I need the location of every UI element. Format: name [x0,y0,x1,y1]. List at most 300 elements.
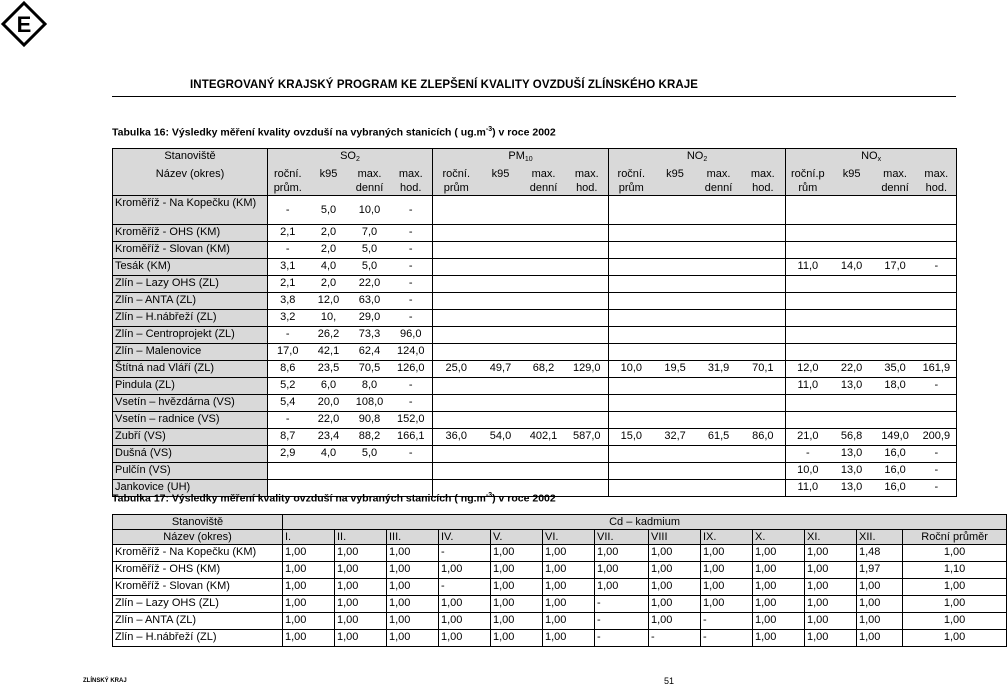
col-header: k95 [654,167,697,196]
value-cell: 13,0 [830,480,874,497]
value-cell: 1,00 [753,613,805,630]
value-cell: 49,7 [480,361,522,378]
value-cell [566,446,609,463]
value-cell: 1,00 [857,579,903,596]
value-cell: - [390,310,433,327]
value-cell [917,344,957,361]
value-cell [741,446,786,463]
value-cell: 70,5 [350,361,390,378]
value-cell: - [917,463,957,480]
station-name-cell: Kroměříž - OHS (KM) [113,225,268,242]
value-cell: 1,00 [903,545,1007,562]
value-cell: - [595,613,649,630]
value-cell: 1,00 [439,596,491,613]
value-cell: 11,0 [786,378,830,395]
station-header: Stanoviště [113,515,283,530]
value-cell: - [917,446,957,463]
value-cell: 1,00 [439,613,491,630]
value-cell [522,327,566,344]
table-row [113,361,957,378]
col-header: III. [387,530,439,545]
value-cell: 8,6 [268,361,308,378]
value-cell: 96,0 [390,327,433,344]
value-cell: 1,00 [543,596,595,613]
value-cell [433,344,480,361]
name-header: Název (okres) [113,167,268,196]
value-cell: 90,8 [350,412,390,429]
value-cell [874,327,917,344]
value-cell [654,378,697,395]
value-cell [433,412,480,429]
value-cell: 1,00 [903,630,1007,647]
value-cell [917,276,957,293]
value-cell [741,293,786,310]
value-cell: 124,0 [390,344,433,361]
value-cell [654,395,697,412]
value-cell: - [786,446,830,463]
value-cell: 587,0 [566,429,609,446]
value-cell: 12,0 [308,293,350,310]
value-cell: 1,00 [491,562,543,579]
value-cell: 1,00 [805,613,857,630]
value-cell: 1,00 [805,562,857,579]
value-cell [522,310,566,327]
value-cell [697,259,741,276]
value-cell: 1,00 [701,579,753,596]
table17-column-header-row [113,530,1007,545]
col-header: max. denní [874,167,917,196]
value-cell [874,412,917,429]
value-cell [917,412,957,429]
value-cell [522,463,566,480]
value-cell [609,344,654,361]
value-cell [830,395,874,412]
value-cell: 42,1 [308,344,350,361]
value-cell: 1,00 [283,596,335,613]
value-cell [654,446,697,463]
value-cell: 1,00 [805,630,857,647]
group-header-pm10: $PM_{10}$ [433,149,609,168]
value-cell [786,196,830,225]
value-cell: 152,0 [390,412,433,429]
value-cell: 1,00 [753,545,805,562]
value-cell [566,395,609,412]
table-row [113,395,957,412]
value-cell: 1,00 [543,579,595,596]
value-cell [522,446,566,463]
value-cell [697,344,741,361]
col-header: VIII [649,530,701,545]
value-cell [433,293,480,310]
value-cell: 1,00 [753,579,805,596]
value-cell [741,327,786,344]
value-cell [830,310,874,327]
station-header: Stanoviště [113,149,268,168]
value-cell [917,327,957,344]
value-cell: 5,0 [308,196,350,225]
value-cell: - [390,395,433,412]
value-cell [390,463,433,480]
value-cell [697,310,741,327]
value-cell: 1,00 [491,613,543,630]
col-header: IV. [439,530,491,545]
value-cell: - [917,378,957,395]
value-cell: 22,0 [350,276,390,293]
value-cell: 29,0 [350,310,390,327]
logo-letter: E [16,12,32,37]
value-cell [566,276,609,293]
value-cell [654,463,697,480]
value-cell: - [917,259,957,276]
value-cell: 1,00 [335,630,387,647]
value-cell: 13,0 [830,463,874,480]
value-cell: 1,00 [805,579,857,596]
value-cell [308,463,350,480]
col-header: max. hod. [390,167,433,196]
value-cell [433,378,480,395]
value-cell: 14,0 [830,259,874,276]
col-header: max. hod. [566,167,609,196]
value-cell: 1,00 [491,545,543,562]
value-cell: 32,7 [654,429,697,446]
value-cell [654,259,697,276]
value-cell: 1,00 [857,613,903,630]
value-cell: 1,97 [857,562,903,579]
value-cell: 7,0 [350,225,390,242]
station-name-cell: Tesák (KM) [113,259,268,276]
value-cell [609,242,654,259]
value-cell [830,327,874,344]
value-cell: 2,0 [308,242,350,259]
table17-group-header-row [113,515,1007,530]
value-cell: 8,0 [350,378,390,395]
value-cell: 3,8 [268,293,308,310]
value-cell: 17,0 [268,344,308,361]
value-cell: 70,1 [741,361,786,378]
value-cell [480,310,522,327]
value-cell [654,225,697,242]
value-cell [566,293,609,310]
station-name-cell: Pulčín (VS) [113,463,268,480]
value-cell [609,446,654,463]
value-cell [522,412,566,429]
table-row [113,344,957,361]
group-header-nox: $NO_x$ [786,149,957,168]
value-cell [697,293,741,310]
value-cell [609,463,654,480]
value-cell [522,276,566,293]
value-cell [480,395,522,412]
table-row [113,293,957,310]
table-row [113,327,957,344]
value-cell: 1,00 [753,596,805,613]
value-cell: 21,0 [786,429,830,446]
value-cell [609,395,654,412]
col-header: max. denní [350,167,390,196]
value-cell: 1,00 [439,630,491,647]
value-cell: 61,5 [697,429,741,446]
value-cell: 1,00 [701,545,753,562]
value-cell [786,412,830,429]
value-cell: 1,00 [649,545,701,562]
value-cell: 1,00 [595,545,649,562]
value-cell [480,412,522,429]
value-cell [786,395,830,412]
value-cell: 2,1 [268,276,308,293]
value-cell [874,293,917,310]
value-cell [697,395,741,412]
value-cell: - [390,378,433,395]
value-cell: 1,00 [387,630,439,647]
table-row [113,378,957,395]
value-cell [433,196,480,225]
col-header: IX. [701,530,753,545]
value-cell [741,463,786,480]
value-cell [480,196,522,225]
value-cell: 1,00 [857,596,903,613]
table-row [113,446,957,463]
value-cell [741,310,786,327]
value-cell: 1,00 [543,545,595,562]
col-header: V. [491,530,543,545]
col-header: roční. prům [433,167,480,196]
value-cell [609,196,654,225]
value-cell: 12,0 [786,361,830,378]
header-divider [112,96,956,97]
value-cell [480,276,522,293]
value-cell: 2,0 [308,225,350,242]
table17-body [113,545,1007,647]
value-cell [480,242,522,259]
value-cell: 1,10 [903,562,1007,579]
value-cell [697,446,741,463]
value-cell: 1,00 [439,562,491,579]
value-cell: 1,00 [387,562,439,579]
value-cell [433,259,480,276]
col-header: roční.p rům [786,167,830,196]
value-cell [654,242,697,259]
value-cell [697,463,741,480]
value-cell: 129,0 [566,361,609,378]
value-cell: 3,1 [268,259,308,276]
value-cell: 5,4 [268,395,308,412]
value-cell: - [390,276,433,293]
table-row [113,630,1007,647]
value-cell [654,480,697,497]
value-cell: 2,0 [308,276,350,293]
value-cell [830,196,874,225]
value-cell [786,344,830,361]
value-cell: - [595,630,649,647]
value-cell [741,242,786,259]
value-cell: 26,2 [308,327,350,344]
value-cell [566,463,609,480]
value-cell [566,225,609,242]
value-cell: 1,00 [283,579,335,596]
value-cell: 1,00 [335,596,387,613]
value-cell [433,463,480,480]
value-cell: 5,0 [350,259,390,276]
value-cell: 1,00 [649,613,701,630]
value-cell: 200,9 [917,429,957,446]
value-cell [874,310,917,327]
value-cell: 1,00 [543,613,595,630]
value-cell: 13,0 [830,378,874,395]
value-cell [609,293,654,310]
table-row [113,463,957,480]
value-cell [741,276,786,293]
value-cell [566,310,609,327]
value-cell: 73,3 [350,327,390,344]
col-header: VII. [595,530,649,545]
value-cell [654,293,697,310]
value-cell [480,446,522,463]
table-row [113,579,1007,596]
value-cell: 31,9 [697,361,741,378]
value-cell [566,480,609,497]
value-cell: - [268,196,308,225]
table-row [113,259,957,276]
value-cell [697,225,741,242]
col-header: k95 [308,167,350,196]
value-cell: 10, [308,310,350,327]
value-cell [830,412,874,429]
page-number: 51 [664,676,675,686]
value-cell: 56,8 [830,429,874,446]
value-cell: 1,00 [753,562,805,579]
table-row [113,613,1007,630]
value-cell: - [268,327,308,344]
value-cell [874,395,917,412]
col-header: k95 [830,167,874,196]
value-cell: 1,00 [903,579,1007,596]
value-cell: 1,48 [857,545,903,562]
value-cell [566,327,609,344]
value-cell [786,276,830,293]
value-cell [874,242,917,259]
value-cell: 108,0 [350,395,390,412]
table-row [113,242,957,259]
value-cell [522,395,566,412]
value-cell: - [701,613,753,630]
value-cell [480,225,522,242]
value-cell [480,344,522,361]
value-cell: 16,0 [874,480,917,497]
value-cell [433,310,480,327]
value-cell [917,293,957,310]
value-cell [433,242,480,259]
value-cell: 1,00 [753,630,805,647]
station-name-cell: Štítná nad Vláří (ZL) [113,361,268,378]
value-cell [874,276,917,293]
value-cell: 1,00 [335,613,387,630]
value-cell: - [390,225,433,242]
name-header: Název (okres) [113,530,283,545]
station-name-cell: Kroměříž - Slovan (KM) [113,242,268,259]
value-cell [741,259,786,276]
value-cell: - [439,545,491,562]
value-cell [433,225,480,242]
value-cell [609,327,654,344]
value-cell: 8,7 [268,429,308,446]
value-cell [874,225,917,242]
value-cell [522,225,566,242]
value-cell: 1,00 [595,579,649,596]
table-row [113,196,957,225]
value-cell: 1,00 [335,545,387,562]
value-cell: 1,00 [649,579,701,596]
value-cell: 1,00 [701,596,753,613]
value-cell [566,378,609,395]
value-cell [697,378,741,395]
value-cell: 54,0 [480,429,522,446]
value-cell [350,463,390,480]
value-cell: 36,0 [433,429,480,446]
value-cell: 15,0 [609,429,654,446]
value-cell: 68,2 [522,361,566,378]
value-cell [741,412,786,429]
col-header: max. hod. [741,167,786,196]
value-cell [433,446,480,463]
col-header: roční. prům. [268,167,308,196]
value-cell: 25,0 [433,361,480,378]
station-name-cell: Kroměříž - Na Kopečku (KM) [113,545,283,562]
value-cell: 161,9 [917,361,957,378]
col-header: Roční průměr [903,530,1007,545]
value-cell [480,463,522,480]
value-cell [741,196,786,225]
value-cell: 149,0 [874,429,917,446]
value-cell [697,196,741,225]
station-name-cell: Zlín – H.nábřeží (ZL) [113,310,268,327]
table-row [113,545,1007,562]
value-cell [433,395,480,412]
value-cell [697,412,741,429]
document-header-title: INTEGROVANÝ KRAJSKÝ PROGRAM KE ZLEPŠENÍ KVALITY OVZDUŠÍ ZLÍNSKÉHO KRAJE [190,79,699,91]
station-name-cell: Jankovice (UH) [113,480,268,497]
value-cell: - [390,242,433,259]
value-cell: 1,00 [335,579,387,596]
table-row [113,310,957,327]
value-cell [917,310,957,327]
station-name-cell: Zlín – ANTA (ZL) [113,613,283,630]
value-cell: 1,00 [595,562,649,579]
value-cell [566,259,609,276]
group-header-no2: $NO_2$ [609,149,786,168]
table-row [113,225,957,242]
value-cell [522,378,566,395]
value-cell: 10,0 [609,361,654,378]
value-cell: - [390,259,433,276]
group-header-cd: Cd – kadmium [283,515,1007,530]
value-cell: 166,1 [390,429,433,446]
value-cell: 4,0 [308,446,350,463]
value-cell: 1,00 [387,579,439,596]
value-cell [654,196,697,225]
value-cell: 1,00 [283,613,335,630]
station-name-cell: Dušná (VS) [113,446,268,463]
value-cell: 16,0 [874,446,917,463]
value-cell: 1,00 [283,562,335,579]
value-cell [874,196,917,225]
value-cell [480,378,522,395]
value-cell [917,242,957,259]
air-quality-table-2002 [112,148,957,497]
value-cell: 13,0 [830,446,874,463]
value-cell: 1,00 [491,596,543,613]
value-cell: 16,0 [874,463,917,480]
value-cell: 62,4 [350,344,390,361]
